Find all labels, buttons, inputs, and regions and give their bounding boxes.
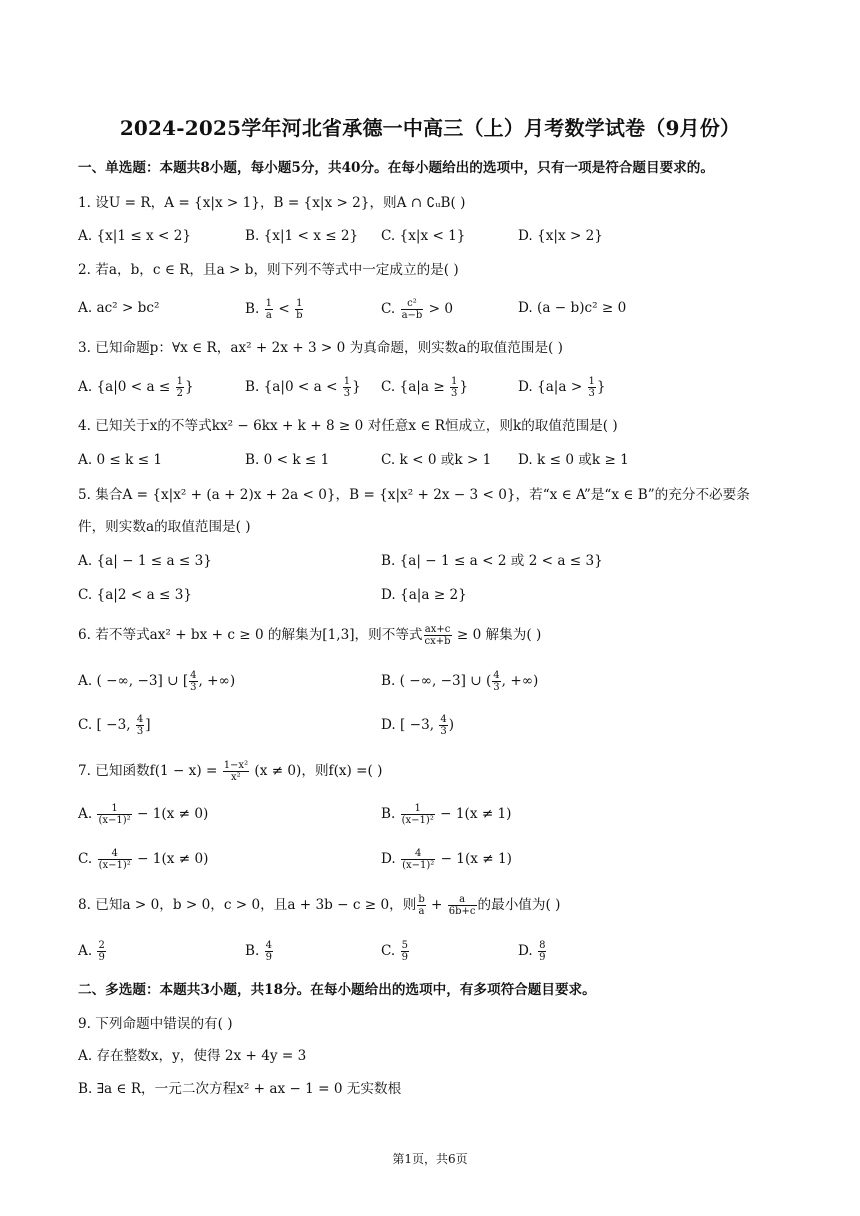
q7-option-c: C. $\frac{4}{\text{(x−1)²}}$ − 1(x ≠ 0) xyxy=(78,848,209,871)
page-footer: 第1页，共6页 xyxy=(392,1152,468,1166)
q2-option-b: B. $\frac{1}{a}$ < $\frac{1}{b}$ xyxy=(245,298,303,321)
question-1-stem: 1. 设U = R，A = {x|x > 1}，B = {x|x > 2}，则A ∩ ∁ᵤB( ) xyxy=(78,195,466,211)
q8-option-d: D. $\frac{8}{9}$ xyxy=(518,940,546,963)
q2-option-a: A. ac² > bc² xyxy=(78,300,160,316)
q3-option-c: C. {a|a ≥ $\frac{1}{3}$ } xyxy=(381,376,469,399)
q1-option-c: C. {x|x < 1} xyxy=(381,228,466,244)
page-title: 2024-2025学年河北省承德一中高三（上）月考数学试卷（9月份） xyxy=(119,116,741,140)
question-9-stem: 9. 下列命题中错误的有( ) xyxy=(78,1016,233,1032)
q2-option-c: C. $\frac{\text{c²}}{a-b}$ > 0 xyxy=(381,298,453,321)
q2-option-d: D. (a − b)c² ≥ 0 xyxy=(518,300,627,316)
question-5-stem-line2: 件，则实数a的取值范围是( ) xyxy=(78,519,251,535)
q5-option-d: D. {a|a ≥ 2} xyxy=(381,587,467,603)
q8-option-b: B. $\frac{4}{9}$ xyxy=(245,940,273,963)
q6-option-b: B. ( −∞, −3] ∪ ( $\frac{4}{3}$ , +∞) xyxy=(381,670,539,693)
question-7-stem: 7. 已知函数f(1 − x) = $\frac{\text{1−x²}}{\text{x²}}$ (x ≠ 0)，则f(x) =( ) xyxy=(78,760,383,783)
q8-option-c: C. $\frac{5}{9}$ xyxy=(381,940,408,963)
q1-option-a: A. {x|1 ≤ x < 2} xyxy=(78,228,192,244)
q5-option-c: C. {a|2 < a ≤ 3} xyxy=(78,587,193,603)
q5-option-a: A. {a| − 1 ≤ a ≤ 3} xyxy=(78,553,212,569)
q9-option-b: B. ∃a ∈ R，一元二次方程x² + ax − 1 = 0 无实数根 xyxy=(78,1081,402,1097)
question-6-stem: 6. 若不等式ax² + bx + c ≥ 0 的解集为[1,3]，则不等式 $\frac{ax+c}{cx+b}$ ≥ 0 解集为( ) xyxy=(78,624,542,647)
q8-option-a: A. $\frac{2}{9}$ xyxy=(78,940,105,963)
q3-option-d: D. {a|a > $\frac{1}{3}$ } xyxy=(518,376,606,399)
q1-option-d: D. {x|x > 2} xyxy=(518,228,603,244)
question-4-stem: 4. 已知关于x的不等式kx² − 6kx + k + 8 ≥ 0 对任意x ∈ R恒成立，则k的取值范围是( ) xyxy=(78,418,618,434)
q4-option-b: B. 0 < k ≤ 1 xyxy=(245,452,330,468)
q3-option-a: A. {a|0 < a ≤ $\frac{1}{2}$ } xyxy=(78,376,194,399)
q9-option-a: A. 存在整数x，y，使得 2x + 4y = 3 xyxy=(78,1048,307,1064)
q6-option-d: D. [ −3, $\frac{4}{3}$ ) xyxy=(381,714,455,737)
q4-option-c: C. k < 0 或k > 1 xyxy=(381,452,492,468)
q6-option-a: A. ( −∞, −3] ∪ [ $\frac{4}{3}$ , +∞) xyxy=(78,670,236,693)
question-8-stem: 8. 已知a > 0，b > 0，c > 0，且a + 3b − c ≥ 0，则 $\frac{b}{a}$ + $\frac{a}{6b+c}$ 的最小值为( ) xyxy=(78,894,561,917)
q7-option-b: B. $\frac{1}{\text{(x−1)²}}$ − 1(x ≠ 1) xyxy=(381,803,512,826)
question-2-stem: 2. 若a，b，c ∈ R，且a > b，则下列不等式中一定成立的是( ) xyxy=(78,262,459,278)
question-5-stem-line1: 5. 集合A = {x|x² + (a + 2)x + 2a < 0}，B = {x|x² + 2x − 3 < 0}，若“x ∈ A”是“x ∈ B”的充分不必要条 xyxy=(78,487,750,503)
q3-option-b: B. {a|0 < a < $\frac{1}{3}$ } xyxy=(245,376,361,399)
section-1-heading: 一、单选题：本题共8小题，每小题5分，共40分。在每小题给出的选项中，只有一项是符合题目要求的。 xyxy=(78,160,714,176)
q6-option-c: C. [ −3, $\frac{4}{3}$ ] xyxy=(78,714,151,737)
q5-option-b: B. {a| − 1 ≤ a < 2 或 2 < a ≤ 3} xyxy=(381,553,603,569)
q7-option-d: D. $\frac{4}{\text{(x−1)²}}$ − 1(x ≠ 1) xyxy=(381,848,512,871)
q4-option-d: D. k ≤ 0 或k ≥ 1 xyxy=(518,452,629,468)
q7-option-a: A. $\frac{1}{\text{(x−1)²}}$ − 1(x ≠ 0) xyxy=(78,803,209,826)
q1-option-b: B. {x|1 < x ≤ 2} xyxy=(245,228,359,244)
section-2-heading: 二、多选题：本题共3小题，共18分。在每小题给出的选项中，有多项符合题目要求。 xyxy=(78,982,596,998)
q4-option-a: A. 0 ≤ k ≤ 1 xyxy=(78,452,163,468)
question-3-stem: 3. 已知命题p：∀x ∈ R，ax² + 2x + 3 > 0 为真命题，则实数a的取值范围是( ) xyxy=(78,340,563,356)
